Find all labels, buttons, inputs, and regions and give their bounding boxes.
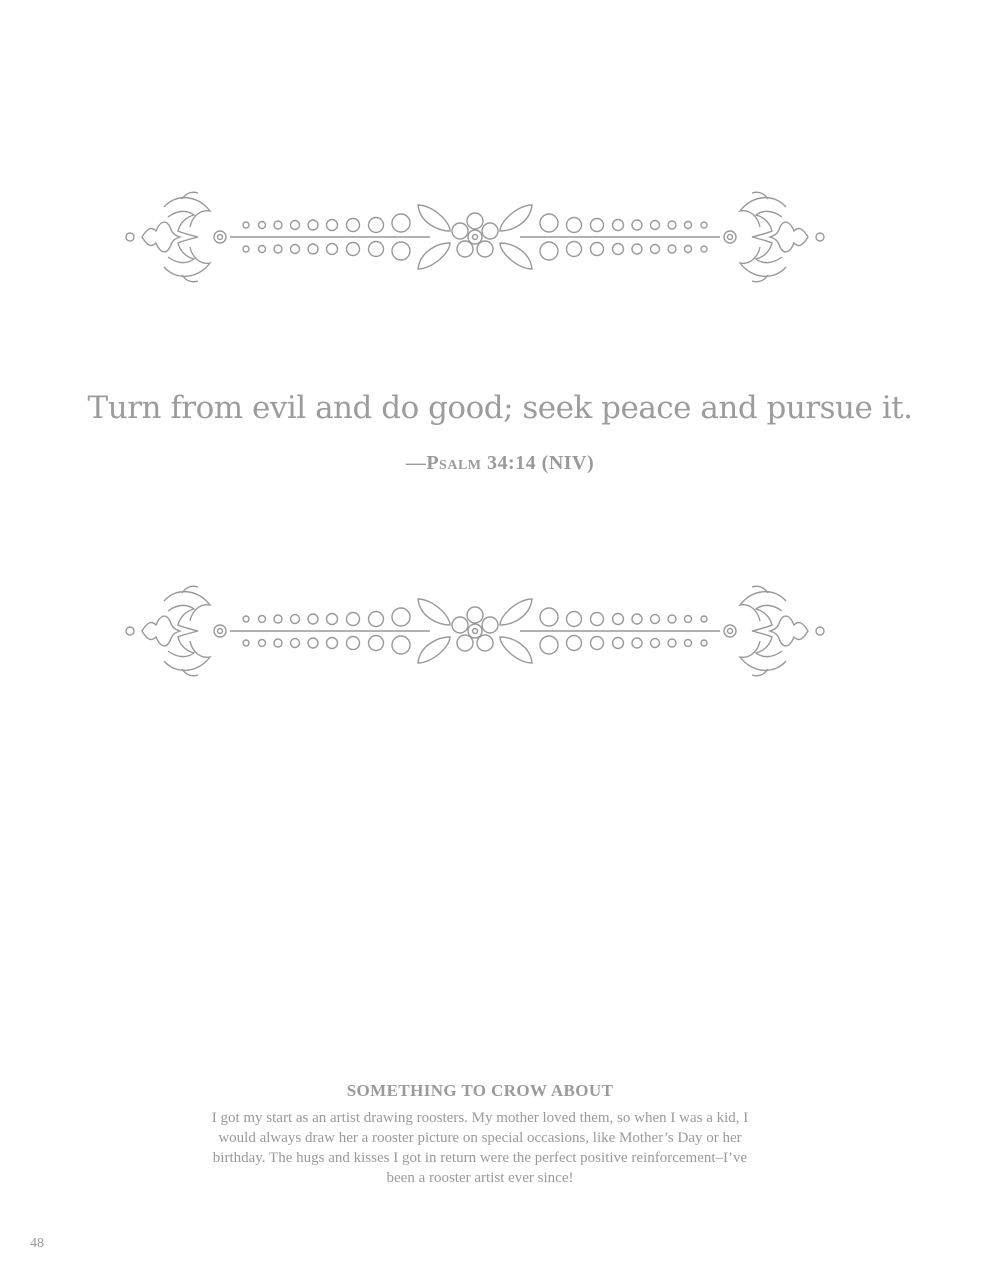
page-number: 48 [30, 1236, 44, 1251]
sidebar-note-body: I got my start as an artist drawing roosters. My mother loved them, so when I was a kid, I would always draw her a rooster picture on special occasions, like Mother’s Day or her birthday. The hugs and kisses I got in return were the perfect positive reinforcement–I’ve been a rooster artist ever since! [211, 1110, 749, 1186]
decorative-border-ornament-bottom [120, 581, 830, 681]
flower-icon [452, 607, 498, 651]
quote-text: Turn from evil and do good; seek peace and pursue it. [87, 390, 913, 426]
decorative-border-ornament-top [120, 187, 830, 287]
flower-icon [452, 213, 498, 257]
sidebar-note-title: SOMETHING TO CROW ABOUT [346, 1081, 614, 1100]
quote-citation: —Psalm 34:14 (NIV) [405, 452, 595, 474]
